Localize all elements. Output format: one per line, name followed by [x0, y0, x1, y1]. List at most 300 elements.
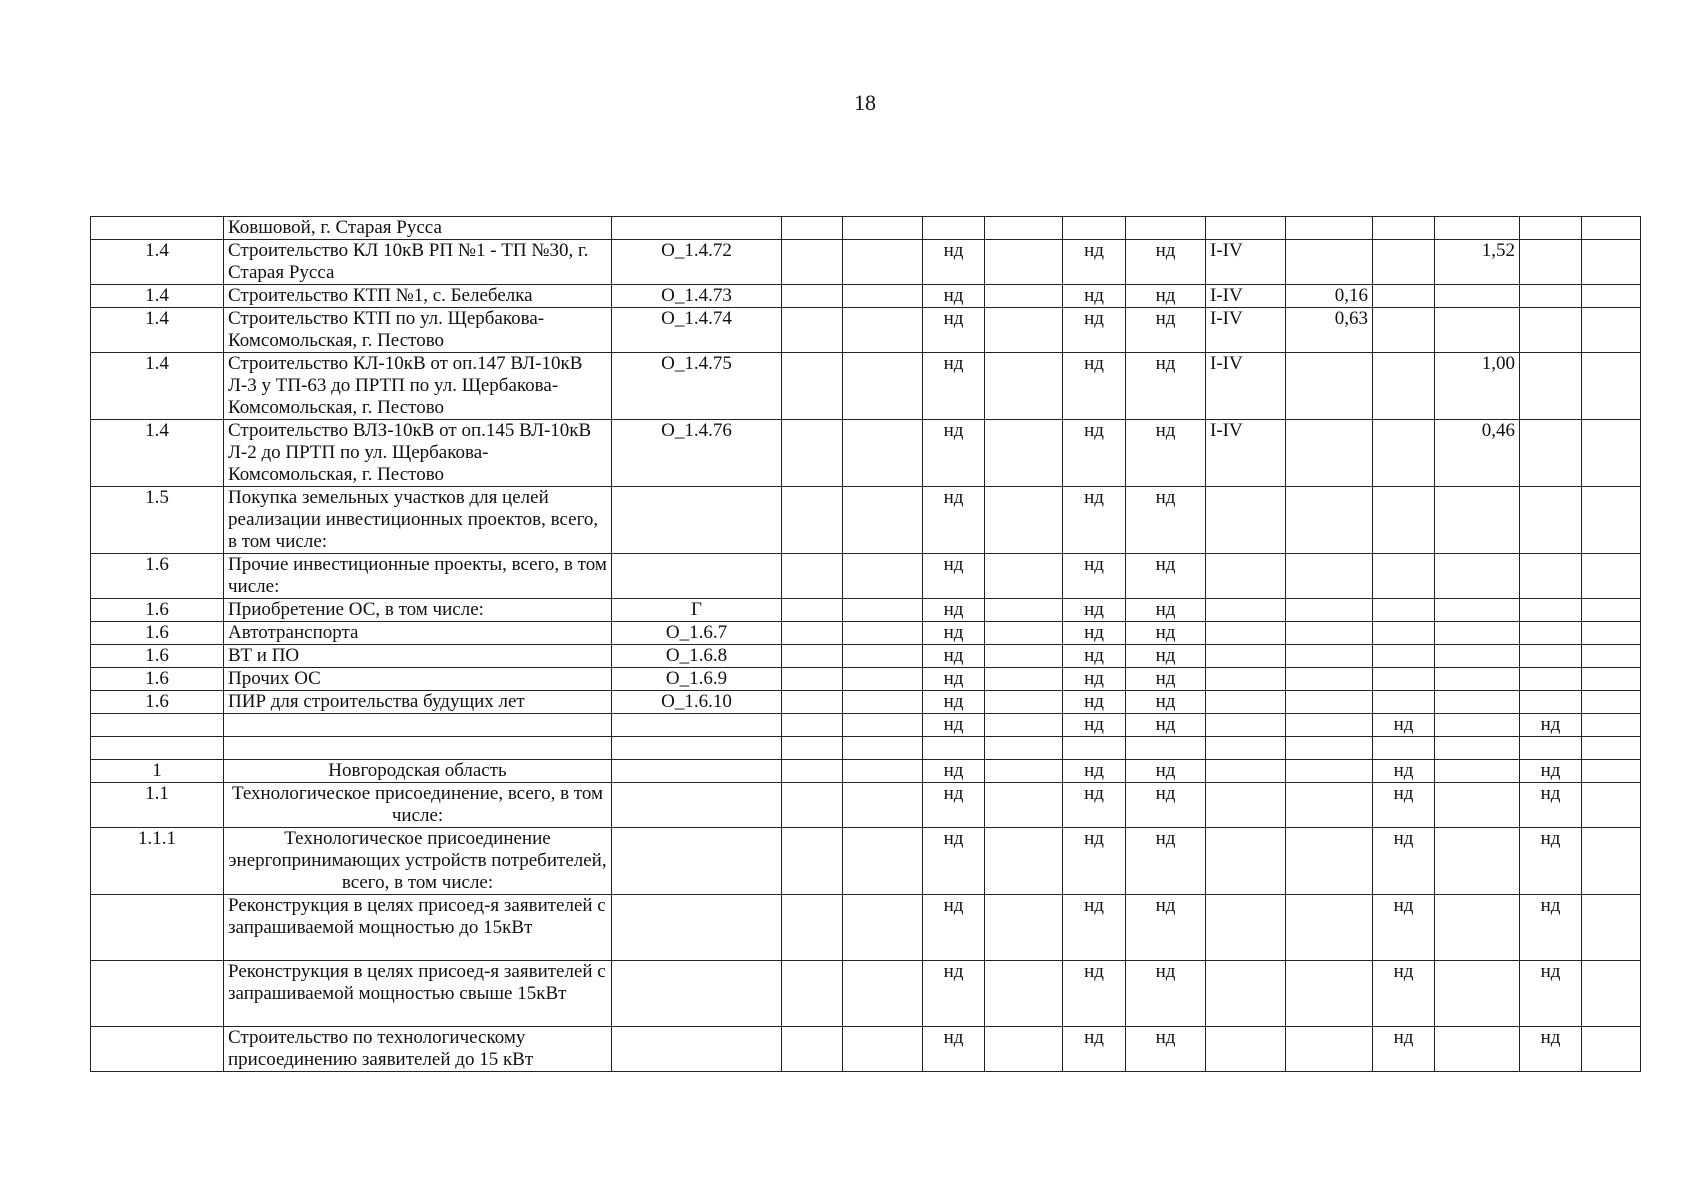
row-code-cell: О_1.4.73 [612, 285, 782, 308]
investment-table [90, 216, 1641, 1072]
empty-cell [843, 420, 923, 487]
empty-cell [1582, 599, 1641, 622]
value-cell [1520, 599, 1582, 622]
power-value-cell [1286, 691, 1373, 714]
empty-cell [843, 668, 923, 691]
value-cell: нд [1063, 420, 1126, 487]
value-cell [1373, 599, 1435, 622]
row-code-cell: О_1.6.10 [612, 691, 782, 714]
power-value-cell [1286, 645, 1373, 668]
empty-cell [782, 240, 843, 285]
power-value-cell [1286, 622, 1373, 645]
row-name-cell: Покупка земельных участков для целей реализации инвестиционных проектов, всего, в том числе: [224, 487, 612, 554]
value-cell: нд [1063, 622, 1126, 645]
value-cell: нд [1126, 285, 1206, 308]
empty-cell [843, 554, 923, 599]
empty-cell [985, 599, 1063, 622]
row-code-cell [612, 554, 782, 599]
value-cell: нд [1063, 645, 1126, 668]
value-cell [1373, 622, 1435, 645]
row-name-cell: Строительство ВЛЗ-10кВ от оп.145 ВЛ-10кВ Л-2 до ПРТП по ул. Щербакова-Комсомольская, г. Пестово [224, 420, 612, 487]
value-cell: нд [923, 895, 985, 961]
empty-cell [782, 217, 843, 240]
empty-cell [1582, 554, 1641, 599]
empty-cell [985, 737, 1063, 760]
row-code-cell [612, 961, 782, 1027]
empty-cell [843, 240, 923, 285]
value-cell [923, 737, 985, 760]
row-number-cell: 1.6 [91, 668, 224, 691]
value-cell: нд [1126, 783, 1206, 828]
table-row [91, 760, 1641, 783]
value-cell: нд [1126, 645, 1206, 668]
row-code-cell [612, 487, 782, 554]
row-number-cell: 1.4 [91, 420, 224, 487]
value-cell [1520, 691, 1582, 714]
category-cell [1206, 1027, 1286, 1072]
value-cell: нд [1063, 308, 1126, 353]
value-cell: нд [1373, 783, 1435, 828]
category-cell [1206, 622, 1286, 645]
value-cell: нд [1520, 1027, 1582, 1072]
power-value-cell [1286, 554, 1373, 599]
row-name-cell: ВТ и ПО [224, 645, 612, 668]
value-cell [1520, 554, 1582, 599]
category-cell [1206, 760, 1286, 783]
empty-cell [843, 961, 923, 1027]
row-code-cell [612, 895, 782, 961]
empty-cell [782, 554, 843, 599]
length-value-cell [1435, 285, 1520, 308]
value-cell: нд [923, 1027, 985, 1072]
row-name-cell: Технологическое присоединение энергопринимающих устройств потребителей, всего, в том числе: [224, 828, 612, 895]
empty-cell [985, 554, 1063, 599]
row-number-cell [91, 217, 224, 240]
category-cell [1206, 714, 1286, 737]
value-cell: нд [923, 691, 985, 714]
empty-cell [843, 599, 923, 622]
length-value-cell [1435, 645, 1520, 668]
empty-cell [985, 487, 1063, 554]
empty-cell [985, 308, 1063, 353]
row-name-cell [224, 714, 612, 737]
value-cell: нд [1063, 828, 1126, 895]
value-cell: нд [1373, 760, 1435, 783]
value-cell [1063, 737, 1126, 760]
row-name-cell: ПИР для строительства будущих лет [224, 691, 612, 714]
value-cell: нд [1126, 622, 1206, 645]
row-name-cell: Строительство по технологическому присоединению заявителей до 15 кВт [224, 1027, 612, 1072]
value-cell [1520, 308, 1582, 353]
power-value-cell [1286, 353, 1373, 420]
empty-cell [1582, 714, 1641, 737]
table-body [91, 217, 1641, 1072]
row-name-cell: Приобретение ОС, в том числе: [224, 599, 612, 622]
value-cell: нд [1063, 895, 1126, 961]
value-cell: нд [1373, 895, 1435, 961]
empty-cell [843, 645, 923, 668]
value-cell: нд [1063, 668, 1126, 691]
value-cell [1520, 420, 1582, 487]
row-code-cell: О_1.4.72 [612, 240, 782, 285]
value-cell [1373, 691, 1435, 714]
value-cell [1373, 353, 1435, 420]
row-code-cell: О_1.4.76 [612, 420, 782, 487]
value-cell [1373, 645, 1435, 668]
category-cell [1206, 895, 1286, 961]
category-cell [1206, 737, 1286, 760]
category-cell [1206, 645, 1286, 668]
power-value-cell [1286, 895, 1373, 961]
value-cell [1373, 217, 1435, 240]
empty-cell [985, 895, 1063, 961]
value-cell: нд [1126, 961, 1206, 1027]
value-cell [1520, 285, 1582, 308]
empty-cell [782, 308, 843, 353]
value-cell [1373, 240, 1435, 285]
page-number: 18 [854, 90, 876, 115]
value-cell: нд [923, 760, 985, 783]
category-cell [1206, 668, 1286, 691]
empty-cell [1582, 353, 1641, 420]
value-cell [1520, 240, 1582, 285]
length-value-cell [1435, 554, 1520, 599]
row-code-cell [612, 714, 782, 737]
empty-cell [843, 285, 923, 308]
category-cell: I-IV [1206, 285, 1286, 308]
value-cell [1126, 737, 1206, 760]
length-value-cell [1435, 217, 1520, 240]
value-cell: нд [1126, 554, 1206, 599]
empty-cell [1582, 961, 1641, 1027]
value-cell: нд [1373, 828, 1435, 895]
empty-cell [843, 783, 923, 828]
table-row [91, 668, 1641, 691]
row-code-cell: О_1.6.9 [612, 668, 782, 691]
empty-cell [782, 691, 843, 714]
category-cell [1206, 691, 1286, 714]
row-number-cell: 1.5 [91, 487, 224, 554]
row-name-cell: Прочих ОС [224, 668, 612, 691]
value-cell: нд [923, 554, 985, 599]
empty-cell [782, 714, 843, 737]
empty-cell [1582, 1027, 1641, 1072]
empty-cell [782, 487, 843, 554]
value-cell [1126, 217, 1206, 240]
table-row [91, 783, 1641, 828]
empty-cell [985, 714, 1063, 737]
value-cell: нд [923, 622, 985, 645]
value-cell: нд [1063, 691, 1126, 714]
power-value-cell: 0,16 [1286, 285, 1373, 308]
length-value-cell [1435, 599, 1520, 622]
category-cell [1206, 487, 1286, 554]
value-cell: нд [1126, 691, 1206, 714]
power-value-cell [1286, 961, 1373, 1027]
category-cell: I-IV [1206, 240, 1286, 285]
row-name-cell: Автотранспорта [224, 622, 612, 645]
row-code-cell: О_1.4.74 [612, 308, 782, 353]
row-number-cell: 1.4 [91, 353, 224, 420]
row-name-cell: Прочие инвестиционные проекты, всего, в том числе: [224, 554, 612, 599]
row-number-cell: 1.6 [91, 599, 224, 622]
empty-cell [843, 353, 923, 420]
empty-cell [1582, 487, 1641, 554]
value-cell: нд [923, 599, 985, 622]
value-cell: нд [1126, 420, 1206, 487]
table-row [91, 1027, 1641, 1072]
empty-cell [843, 895, 923, 961]
table-row [91, 895, 1641, 961]
value-cell [1373, 420, 1435, 487]
empty-cell [1582, 760, 1641, 783]
power-value-cell [1286, 737, 1373, 760]
power-value-cell [1286, 783, 1373, 828]
table-row [91, 353, 1641, 420]
power-value-cell [1286, 599, 1373, 622]
empty-cell [843, 714, 923, 737]
length-value-cell: 0,46 [1435, 420, 1520, 487]
empty-cell [985, 240, 1063, 285]
empty-cell [1582, 240, 1641, 285]
length-value-cell [1435, 895, 1520, 961]
value-cell [1373, 737, 1435, 760]
value-cell: нд [1520, 961, 1582, 1027]
value-cell [1373, 668, 1435, 691]
value-cell [1520, 487, 1582, 554]
empty-cell [782, 760, 843, 783]
value-cell: нд [1063, 285, 1126, 308]
value-cell: нд [1126, 668, 1206, 691]
empty-cell [782, 668, 843, 691]
table-row [91, 420, 1641, 487]
empty-cell [1582, 895, 1641, 961]
row-code-cell: Г [612, 599, 782, 622]
table-row [91, 285, 1641, 308]
value-cell: нд [923, 240, 985, 285]
empty-cell [985, 828, 1063, 895]
length-value-cell [1435, 487, 1520, 554]
empty-cell [843, 737, 923, 760]
row-number-cell: 1.6 [91, 554, 224, 599]
value-cell: нд [1126, 1027, 1206, 1072]
row-name-cell: Строительство КЛ-10кВ от оп.147 ВЛ-10кВ Л-3 у ТП-63 до ПРТП по ул. Щербакова-Комсомольская, г. Пестово [224, 353, 612, 420]
table-row [91, 308, 1641, 353]
length-value-cell: 1,00 [1435, 353, 1520, 420]
row-number-cell [91, 714, 224, 737]
power-value-cell [1286, 240, 1373, 285]
empty-cell [782, 353, 843, 420]
empty-cell [843, 1027, 923, 1072]
value-cell [1520, 737, 1582, 760]
power-value-cell [1286, 714, 1373, 737]
value-cell: нд [1063, 240, 1126, 285]
empty-cell [985, 217, 1063, 240]
length-value-cell [1435, 691, 1520, 714]
empty-cell [843, 217, 923, 240]
length-value-cell: 1,52 [1435, 240, 1520, 285]
length-value-cell [1435, 622, 1520, 645]
row-name-cell: Технологическое присоединение, всего, в том числе: [224, 783, 612, 828]
empty-cell [1582, 285, 1641, 308]
value-cell: нд [1126, 599, 1206, 622]
value-cell [1520, 353, 1582, 420]
value-cell: нд [1063, 554, 1126, 599]
value-cell [1373, 554, 1435, 599]
empty-cell [985, 783, 1063, 828]
value-cell: нд [1373, 714, 1435, 737]
empty-cell [985, 961, 1063, 1027]
value-cell: нд [1063, 760, 1126, 783]
value-cell [923, 217, 985, 240]
empty-cell [782, 1027, 843, 1072]
value-cell: нд [923, 668, 985, 691]
value-cell [1520, 622, 1582, 645]
table-row [91, 737, 1641, 760]
length-value-cell [1435, 714, 1520, 737]
category-cell [1206, 961, 1286, 1027]
row-number-cell [91, 961, 224, 1027]
value-cell: нд [1063, 487, 1126, 554]
row-number-cell: 1.1 [91, 783, 224, 828]
empty-cell [985, 668, 1063, 691]
table-row [91, 622, 1641, 645]
empty-cell [782, 645, 843, 668]
empty-cell [985, 622, 1063, 645]
power-value-cell [1286, 828, 1373, 895]
power-value-cell: 0,63 [1286, 308, 1373, 353]
row-name-cell: Строительство КЛ 10кВ РП №1 - ТП №30, г. Старая Русса [224, 240, 612, 285]
value-cell: нд [1063, 353, 1126, 420]
row-name-cell: Новгородская область [224, 760, 612, 783]
power-value-cell [1286, 668, 1373, 691]
value-cell: нд [1126, 828, 1206, 895]
category-cell [1206, 554, 1286, 599]
value-cell: нд [1373, 1027, 1435, 1072]
row-code-cell [612, 1027, 782, 1072]
length-value-cell [1435, 961, 1520, 1027]
empty-cell [782, 599, 843, 622]
table-row [91, 487, 1641, 554]
row-number-cell [91, 895, 224, 961]
category-cell [1206, 217, 1286, 240]
value-cell [1373, 308, 1435, 353]
value-cell: нд [1126, 895, 1206, 961]
empty-cell [843, 828, 923, 895]
empty-cell [985, 285, 1063, 308]
empty-cell [782, 895, 843, 961]
row-name-cell: Реконструкция в целях присоед-я заявителей с запрашиваемой мощностью до 15кВт [224, 895, 612, 961]
power-value-cell [1286, 420, 1373, 487]
value-cell: нд [1063, 714, 1126, 737]
value-cell [1520, 645, 1582, 668]
value-cell: нд [1520, 828, 1582, 895]
row-name-cell: Строительство КТП по ул. Щербакова-Комсомольская, г. Пестово [224, 308, 612, 353]
value-cell: нд [1063, 961, 1126, 1027]
table-row [91, 961, 1641, 1027]
table-row [91, 645, 1641, 668]
value-cell: нд [1126, 353, 1206, 420]
value-cell [1063, 217, 1126, 240]
power-value-cell [1286, 487, 1373, 554]
table-row [91, 828, 1641, 895]
table-row [91, 554, 1641, 599]
empty-cell [782, 961, 843, 1027]
row-number-cell [91, 737, 224, 760]
value-cell [1373, 487, 1435, 554]
row-number-cell [91, 1027, 224, 1072]
row-code-cell [612, 828, 782, 895]
row-code-cell [612, 760, 782, 783]
empty-cell [985, 645, 1063, 668]
empty-cell [782, 420, 843, 487]
length-value-cell [1435, 760, 1520, 783]
row-number-cell: 1.6 [91, 691, 224, 714]
length-value-cell [1435, 737, 1520, 760]
power-value-cell [1286, 760, 1373, 783]
empty-cell [1582, 217, 1641, 240]
length-value-cell [1435, 828, 1520, 895]
empty-cell [782, 622, 843, 645]
value-cell [1373, 285, 1435, 308]
empty-cell [1582, 420, 1641, 487]
row-name-cell [224, 737, 612, 760]
length-value-cell [1435, 668, 1520, 691]
row-code-cell: О_1.4.75 [612, 353, 782, 420]
value-cell: нд [1126, 308, 1206, 353]
category-cell [1206, 828, 1286, 895]
table-row [91, 714, 1641, 737]
power-value-cell [1286, 217, 1373, 240]
value-cell: нд [923, 308, 985, 353]
value-cell: нд [923, 714, 985, 737]
row-code-cell [612, 217, 782, 240]
length-value-cell [1435, 1027, 1520, 1072]
value-cell: нд [923, 961, 985, 1027]
row-name-cell: Строительство КТП №1, с. Белебелка [224, 285, 612, 308]
value-cell: нд [1126, 714, 1206, 737]
empty-cell [1582, 645, 1641, 668]
empty-cell [1582, 308, 1641, 353]
table-row [91, 599, 1641, 622]
empty-cell [782, 783, 843, 828]
value-cell: нд [1373, 961, 1435, 1027]
value-cell [1520, 217, 1582, 240]
length-value-cell [1435, 308, 1520, 353]
value-cell: нд [923, 285, 985, 308]
empty-cell [782, 285, 843, 308]
row-number-cell: 1.4 [91, 308, 224, 353]
row-code-cell [612, 737, 782, 760]
category-cell [1206, 783, 1286, 828]
row-number-cell: 1.4 [91, 240, 224, 285]
empty-cell [843, 691, 923, 714]
category-cell: I-IV [1206, 353, 1286, 420]
category-cell: I-IV [1206, 308, 1286, 353]
empty-cell [985, 420, 1063, 487]
empty-cell [782, 737, 843, 760]
value-cell: нд [1063, 599, 1126, 622]
empty-cell [1582, 783, 1641, 828]
value-cell: нд [1520, 760, 1582, 783]
row-number-cell: 1.4 [91, 285, 224, 308]
empty-cell [843, 308, 923, 353]
row-number-cell: 1.6 [91, 622, 224, 645]
empty-cell [1582, 828, 1641, 895]
empty-cell [1582, 622, 1641, 645]
value-cell: нд [923, 487, 985, 554]
empty-cell [843, 760, 923, 783]
